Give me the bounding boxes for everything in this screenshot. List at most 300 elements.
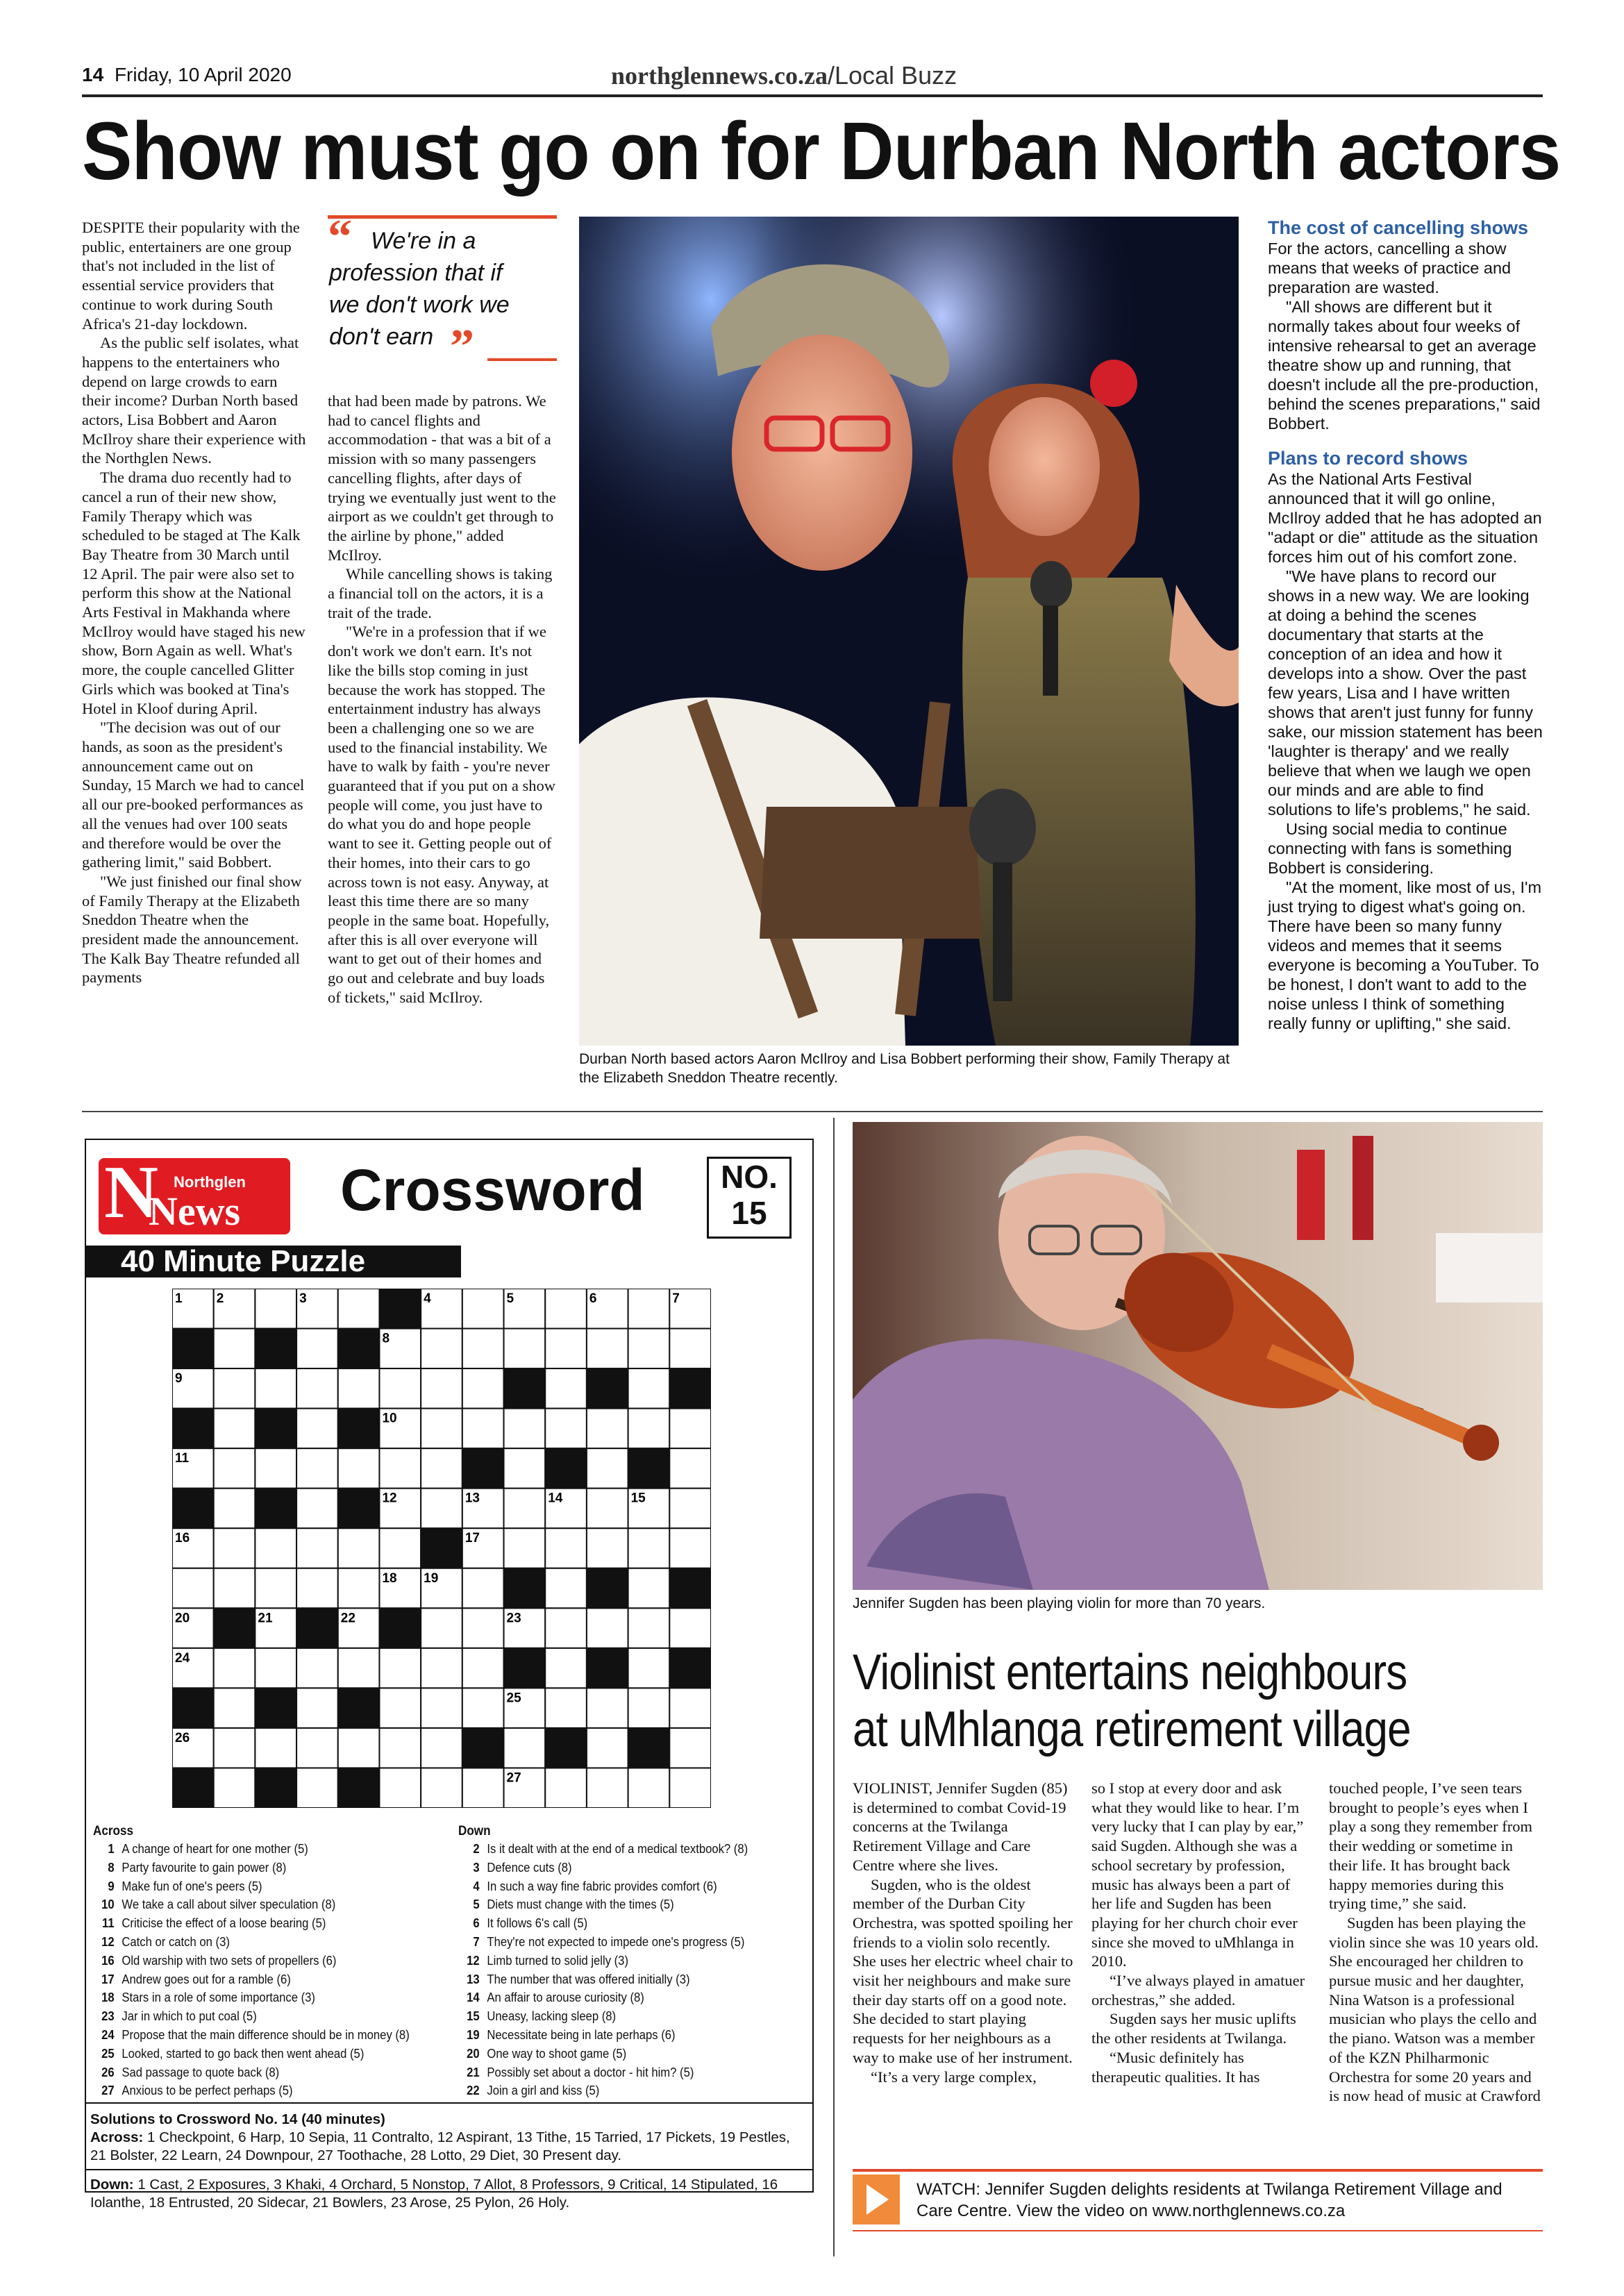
grid-cell[interactable]: [421, 1489, 462, 1529]
grid-block: [628, 1728, 670, 1768]
grid-block: [172, 1489, 214, 1529]
grid-cell-number: 24: [175, 1650, 190, 1666]
down-clue-number: 2: [473, 1841, 480, 1856]
across-clue-number: 26: [101, 2064, 115, 2079]
grid-cell[interactable]: [628, 1768, 670, 1808]
grid-cell[interactable]: [255, 1528, 296, 1568]
down-clue: [458, 1840, 796, 1859]
down-clue: [458, 1970, 796, 1989]
across-clue-text: Propose that the main difference should be in money (8): [122, 2027, 410, 2042]
grid-block: [587, 1368, 628, 1409]
pull-quote-text: We're in a profession that if we don't work we don't earn: [329, 228, 510, 350]
article1-para: DESPITE their popularity with the public, entertainers are one group that's not included in the list of essential service providers that continue to work during South Africa's 21-day lockdown.: [82, 219, 300, 333]
across-clue: [93, 1952, 443, 1970]
down-clue-number: 6: [473, 1916, 480, 1931]
grid-cell[interactable]: [421, 1368, 462, 1409]
open-quote-icon: “: [328, 210, 352, 264]
grid-cell[interactable]: [545, 1329, 587, 1369]
logo-small-text: Northglen: [174, 1173, 246, 1191]
grid-cell[interactable]: [545, 1368, 587, 1409]
header-rule: [82, 94, 1543, 97]
grid-cell[interactable]: [296, 1409, 338, 1449]
down-clue: [458, 1914, 796, 1933]
grid-cell[interactable]: [462, 1768, 504, 1808]
article2-para: Sugden, who is the oldest member of the Durban City Orchestra, was spotted spoiling her friends to a violin solo recently. She uses her electric wheel chair to visit her neighbours and make sure their day starts off on a good note. She decided to start playing requests for her neighbours as a way to make use of her instrument.: [853, 1875, 1073, 2066]
pull-quote-top-rule: [328, 215, 557, 219]
grid-cell[interactable]: [214, 1409, 256, 1449]
page-number: 14: [82, 64, 104, 85]
down-clue-number: 14: [467, 1990, 480, 2005]
pull-quote: [328, 210, 557, 375]
grid-cell[interactable]: [628, 1608, 670, 1648]
close-quote-icon: ”: [450, 320, 474, 374]
down-clue-text: An affair to arouse curiosity (8): [487, 1990, 644, 2005]
grid-cell-number: 10: [382, 1411, 397, 1426]
grid-cell[interactable]: [296, 1768, 338, 1808]
site-name[interactable]: northglennews.co.za: [611, 62, 828, 90]
grid-cell[interactable]: [669, 1768, 711, 1808]
grid-cell[interactable]: [338, 1289, 380, 1329]
down-clue: [458, 1859, 796, 1877]
across-clue-text: Make fun of one's peers (5): [122, 1878, 262, 1893]
across-clue-text: Old warship with two sets of propellers (6): [122, 1952, 337, 1968]
grid-block: [545, 1448, 587, 1489]
grid-block: [255, 1768, 296, 1808]
grid-cell[interactable]: [255, 1448, 296, 1489]
grid-cell[interactable]: [628, 1648, 670, 1689]
grid-cell[interactable]: [421, 1608, 462, 1648]
down-list: [458, 1840, 796, 2100]
across-clue: [93, 1988, 443, 2007]
violinist-photo-caption: Jennifer Sugden has been playing violin for more than 70 years.: [853, 1595, 1266, 1611]
grid-cell[interactable]: [296, 1489, 338, 1529]
grid-block: [172, 1409, 214, 1449]
grid-cell[interactable]: [628, 1688, 670, 1728]
grid-cell[interactable]: [462, 1409, 504, 1449]
down-clue-number: 4: [473, 1878, 480, 1893]
column-divider: [833, 1118, 835, 2256]
grid-cell[interactable]: [379, 1768, 421, 1808]
across-clue: [93, 2026, 443, 2045]
grid-cell[interactable]: [214, 1368, 256, 1409]
down-clue-number: 21: [467, 2064, 480, 2079]
watch-video-link[interactable]: WATCH: Jennifer Sugden delights residents at Twilanga Retirement Village and Care Centre. View the video on www.northglennews.co.za: [916, 2180, 1502, 2220]
grid-cell[interactable]: [379, 1728, 421, 1768]
play-triangle-icon: [853, 2175, 900, 2224]
article1-para: "We just finished our final show of Family Therapy at the Elizabeth Sneddon Theatre when the president made the announcement. The Kalk Bay Theatre refunded all payments: [82, 872, 302, 987]
grid-block: [338, 1329, 380, 1369]
grid-cell[interactable]: [421, 1448, 462, 1489]
grid-cell[interactable]: [462, 1568, 504, 1609]
down-clue-number: 3: [473, 1859, 480, 1875]
grid-cell[interactable]: [214, 1568, 256, 1609]
grid-cell[interactable]: [628, 1289, 670, 1329]
grid-cell[interactable]: [379, 1648, 421, 1689]
northglen-news-logo: [99, 1151, 290, 1234]
article2-para: VIOLINIST, Jennifer Sugden (85) is determined to combat Covid-19 concerns at the Twilanga Retirement Village and Care Centre where she lives.: [853, 1779, 1068, 1874]
grid-cell[interactable]: [214, 1728, 256, 1768]
across-clue-text: A change of heart for one mother (5): [122, 1841, 308, 1856]
across-clue: [93, 1970, 443, 1989]
section-name: /Local Buzz: [827, 61, 957, 90]
grid-block: [504, 1568, 546, 1609]
crossword-number: 15: [731, 1195, 767, 1231]
grid-cell-number: 12: [382, 1491, 397, 1506]
across-clue-text: Andrew goes out for a ramble (6): [122, 1971, 291, 1986]
across-clue-text: Anxious to be perfect perhaps (5): [122, 2083, 293, 2098]
grid-cell[interactable]: [296, 1329, 338, 1369]
grid-cell[interactable]: [628, 1568, 670, 1609]
play-icon[interactable]: [853, 2175, 900, 2224]
logo-n-glyph: N: [104, 1151, 158, 1234]
article2-para: touched people, I’ve seen tears brought to people’s eyes when I play a song they remember from their wedding or sometime in their life. It has brought back happy memories during this trying time,” she said.: [1329, 1779, 1533, 1913]
grid-cell[interactable]: [545, 1528, 587, 1568]
down-clue-text: It follows 6's call (5): [487, 1916, 588, 1931]
grid-cell[interactable]: [669, 1489, 711, 1529]
grid-cell[interactable]: [296, 1688, 338, 1728]
sidebar-para: As the National Arts Festival announced that it will go online, McIlroy added that he has adopted an "adapt or die" attitude as the situation forces him out of his comfort zone.: [1268, 470, 1542, 566]
logo-big-text: News: [149, 1189, 241, 1234]
grid-cell-number: 25: [506, 1691, 521, 1706]
grid-cell[interactable]: [504, 1728, 546, 1768]
grid-cell-number: 13: [464, 1491, 480, 1506]
watch-bottom-rule: [853, 2230, 1543, 2231]
grid-cell[interactable]: [421, 1648, 462, 1689]
solutions-down: [90, 2176, 805, 2212]
grid-cell[interactable]: [545, 1409, 587, 1449]
grid-block: [669, 1648, 711, 1689]
grid-cell[interactable]: [379, 1688, 421, 1728]
grid-cell[interactable]: [421, 1329, 462, 1369]
article1-para: As the public self isolates, what happens to the entertainers who depend on large crowds to earn their income? Durban North based actors, Lisa Bobbert and Aaron McIlroy share their experience with the Northglen News.: [82, 334, 306, 467]
solutions-down-text: 1 Cast, 2 Exposures, 3 Khaki, 4 Orchard, 5 Nonstop, 7 Allot, 8 Professors, 9 Critical, 14 Stipulated, 16 Iolanthe, 18 Entrusted, 20 Sidecar, 21 Bowlers, 23 Arose, 25 Pylon, 26 Holy.: [90, 2177, 778, 2211]
grid-cell-number: 26: [175, 1730, 190, 1745]
grid-cell[interactable]: [587, 1688, 628, 1728]
page-header-left: [82, 64, 292, 86]
across-clue-number: 9: [108, 1878, 115, 1893]
grid-block: [255, 1409, 296, 1449]
grid-cell-number: 11: [175, 1451, 190, 1466]
grid-cell[interactable]: [587, 1409, 628, 1449]
across-clue-number: 10: [101, 1897, 115, 1912]
grid-cell[interactable]: [462, 1648, 504, 1689]
grid-block: [255, 1489, 296, 1529]
grid-cell-number: 5: [506, 1291, 514, 1306]
crossword-grid[interactable]: [172, 1289, 711, 1808]
grid-cell[interactable]: [296, 1728, 338, 1768]
grid-block: [462, 1728, 504, 1768]
grid-cell[interactable]: [587, 1489, 628, 1529]
grid-cell[interactable]: [296, 1648, 338, 1689]
across-clue-text: Party favourite to gain power (8): [122, 1859, 287, 1875]
down-clue-number: 12: [467, 1952, 480, 1968]
grid-cell[interactable]: [587, 1728, 628, 1768]
across-list: [93, 1840, 443, 2100]
grid-cell[interactable]: [545, 1568, 587, 1609]
grid-block: [669, 1568, 711, 1609]
grid-cell[interactable]: [587, 1768, 628, 1808]
grid-cell[interactable]: [462, 1289, 504, 1329]
down-clue-number: 22: [467, 2083, 480, 2098]
grid-cell[interactable]: [462, 1368, 504, 1409]
down-clue: [458, 2063, 796, 2082]
sidebar-para: Using social media to continue connecting with fans is something Bobbert is considering.: [1268, 820, 1512, 877]
grid-cell[interactable]: [545, 1768, 587, 1808]
grid-cell[interactable]: [669, 1688, 711, 1728]
down-clue-text: One way to shoot game (5): [487, 2045, 627, 2061]
page-header-site: [611, 61, 957, 90]
grid-cell[interactable]: [587, 1608, 628, 1648]
grid-block: [545, 1728, 587, 1768]
across-clue: [93, 1877, 443, 1896]
across-clue-number: 16: [101, 1952, 115, 1968]
grid-cell[interactable]: [296, 1448, 338, 1489]
pull-quote-bottom-rule: [487, 358, 557, 361]
grid-block: [296, 1608, 338, 1648]
grid-cell[interactable]: [462, 1329, 504, 1369]
grid-cell[interactable]: [296, 1368, 338, 1409]
article2-column-2: [1091, 1779, 1312, 2086]
across-clue: [93, 1859, 443, 1877]
grid-block: [587, 1648, 628, 1689]
grid-block: [255, 1688, 296, 1728]
down-clue: [458, 1877, 796, 1896]
down-clue-number: 5: [473, 1897, 480, 1912]
across-clue: [93, 1840, 443, 1859]
grid-cell[interactable]: [214, 1528, 256, 1568]
grid-cell[interactable]: [504, 1528, 546, 1568]
grid-cell[interactable]: [338, 1568, 380, 1609]
grid-block: [504, 1368, 546, 1409]
grid-cell[interactable]: [504, 1329, 546, 1369]
across-clue-number: 17: [101, 1971, 115, 1986]
down-clue-text: In such a way fine fabric provides comfort (6): [487, 1878, 717, 1893]
across-clue-number: 18: [101, 1990, 115, 2005]
grid-cell-number: 4: [424, 1291, 431, 1306]
grid-block: [214, 1608, 256, 1648]
grid-cell[interactable]: [545, 1688, 587, 1728]
grid-cell[interactable]: [628, 1409, 670, 1449]
grid-block: [338, 1409, 380, 1449]
grid-cell-number: 8: [382, 1331, 390, 1346]
solutions-title: Solutions to Crossword No. 14 (40 minutes): [90, 2111, 385, 2127]
grid-cell-number: 2: [216, 1291, 224, 1306]
grid-block: [587, 1568, 628, 1609]
solutions-divider: [86, 2169, 812, 2170]
grid-cell[interactable]: [587, 1329, 628, 1369]
crossword-solutions-down: [90, 2176, 805, 2212]
article1-para: "The decision was out of our hands, as soon as the president's announcement came out on Sunday, 15 March we had to cancel all our pre-booked performances as all the venues had over 100 seats and therefore would be over the gathering limit," said Bobbert.: [82, 719, 305, 871]
violinist-photo: [853, 1122, 1543, 1590]
article1-para: The drama duo recently had to cancel a run of their new show, Family Therapy which was scheduled to be staged at The Kalk Bay Theatre from 30 March until 12 April. The pair were also set to perform this show at the National Arts Festival in Makhanda where McIlroy would have staged his new show, Born Again as well. What's more, the couple cancelled Glitter Girls which was booked at Tina's Hotel in Kloof during April.: [82, 469, 305, 717]
violinist-photo-image: [853, 1122, 1543, 1590]
sidebar-para: "All shows are different but it normally takes about four weeks of intensive rehearsal to get an average theatre show up and running, that doesn't include all the pre-production, behind the scenes preparations," said Bobbert.: [1268, 298, 1541, 433]
grid-cell[interactable]: [669, 1728, 711, 1768]
grid-cell[interactable]: [462, 1688, 504, 1728]
grid-block: [669, 1368, 711, 1409]
grid-cell[interactable]: [214, 1648, 256, 1689]
article2-column-3: [1329, 1779, 1544, 2106]
grid-cell[interactable]: [214, 1489, 256, 1529]
grid-block: [462, 1448, 504, 1489]
across-clue-number: 25: [101, 2045, 115, 2061]
grid-cell[interactable]: [545, 1648, 587, 1689]
grid-cell-number: 19: [424, 1570, 439, 1586]
grid-cell-number: 20: [175, 1611, 190, 1626]
grid-cell-number: 6: [589, 1291, 597, 1306]
grid-cell[interactable]: [296, 1528, 338, 1568]
grid-cell[interactable]: [504, 1489, 546, 1529]
grid-cell[interactable]: [421, 1728, 462, 1768]
grid-cell[interactable]: [214, 1448, 256, 1489]
across-clue-text: Looked, started to go back then went ahead (5): [122, 2045, 365, 2061]
theatre-photo-caption: Durban North based actors Aaron McIlroy and Lisa Bobbert performing their show, Family Therapy at the Elizabeth Sneddon Theatre recently.: [579, 1051, 1230, 1086]
article1-column-1: [82, 218, 307, 987]
grid-cell[interactable]: [421, 1768, 462, 1808]
grid-cell[interactable]: [504, 1409, 546, 1449]
grid-block: [338, 1688, 380, 1728]
grid-cell[interactable]: [214, 1768, 256, 1808]
down-clue-number: 19: [467, 2027, 480, 2042]
grid-block: [379, 1608, 421, 1648]
across-clue-number: 8: [108, 1859, 115, 1875]
down-clue-number: 7: [473, 1934, 480, 1949]
down-clue-text: Possibly set about a doctor - hit him? (5): [487, 2064, 694, 2079]
grid-cell[interactable]: [338, 1368, 380, 1409]
section-divider: [82, 1111, 1543, 1112]
grid-cell[interactable]: [338, 1648, 380, 1689]
grid-block: [421, 1528, 462, 1568]
across-clues: [93, 1823, 443, 2100]
solutions-across-label: Across:: [90, 2129, 144, 2145]
grid-cell[interactable]: [255, 1289, 296, 1329]
grid-cell-number: 27: [506, 1770, 521, 1786]
grid-block: [338, 1768, 380, 1808]
article1-para: that had been made by patrons. We had to cancel flights and accommodation - that was a bit of a mission with so many passengers cancelling flights, after days of trying we eventually just went to the airport as we couldn't get through to the airline by phone," added McIlroy.: [328, 392, 556, 564]
grid-cell[interactable]: [545, 1289, 587, 1329]
across-clue-number: 1: [108, 1841, 115, 1856]
down-clue: [458, 1933, 796, 1952]
theatre-photo: [579, 217, 1239, 1046]
grid-cell[interactable]: [669, 1329, 711, 1369]
grid-cell[interactable]: [669, 1448, 711, 1489]
grid-cell-number: 21: [258, 1611, 273, 1626]
grid-cell[interactable]: [628, 1329, 670, 1369]
crossword-title: Crossword: [340, 1157, 645, 1223]
grid-cell[interactable]: [669, 1608, 711, 1648]
across-clue: [93, 1895, 443, 1914]
solutions-down-label: Down:: [90, 2177, 134, 2193]
grid-cell[interactable]: [462, 1608, 504, 1648]
across-heading: Across: [93, 1824, 133, 1838]
grid-cell[interactable]: [545, 1608, 587, 1648]
down-clue-text: Diets must change with the times (5): [487, 1897, 674, 1912]
grid-cell[interactable]: [379, 1368, 421, 1409]
main-headline: Show must go on for Durban North actors: [82, 106, 1561, 197]
down-clue-text: Is it dealt with at the end of a medical textbook? (8): [487, 1841, 748, 1856]
down-clue-text: They're not expected to impede one's progress (5): [487, 1934, 745, 1949]
across-clue-text: We take a call about silver speculation (8): [122, 1897, 336, 1912]
sidebar-para: "At the moment, like most of us, I'm just trying to digest what's going on. There have been so many funny videos and memes that it seems everyone is becoming a YouTuber. To be honest, I don't want to add to the noise unless I think of something really funny or uplifting," she said.: [1268, 878, 1542, 1032]
article2-para: “It’s a very large complex,: [871, 2068, 1037, 2086]
grid-cell[interactable]: [504, 1448, 546, 1489]
down-clue-text: Join a girl and kiss (5): [487, 2083, 600, 2098]
grid-cell[interactable]: [338, 1448, 380, 1489]
across-clue-number: 12: [101, 1934, 115, 1949]
grid-cell[interactable]: [379, 1448, 421, 1489]
grid-cell[interactable]: [214, 1329, 256, 1369]
across-clue: [93, 1933, 443, 1952]
down-clue: [458, 1952, 796, 1970]
grid-block: [255, 1329, 296, 1369]
sidebar-heading-plans: Plans to record shows: [1268, 448, 1468, 469]
across-clue: [93, 2045, 443, 2063]
grid-cell-number: 22: [340, 1611, 355, 1626]
grid-cell[interactable]: [421, 1409, 462, 1449]
sidebar-para: "We have plans to record our shows in a new way. We are looking at doing a behind the scenes documentary that starts at the conception of an idea and how it develops into a show. Over the past few years, Lisa and I have written shows that aren't just funny for funny sake, our mission statement has been 'laughter is therapy' and we really believe that when we laugh we open our minds and are able to find solutions to life's problems," he said.: [1268, 567, 1543, 819]
crossword-number-label: NO.: [721, 1159, 778, 1195]
grid-cell[interactable]: [296, 1568, 338, 1609]
across-clue-text: Jar in which to put coal (5): [122, 2009, 257, 2024]
grid-cell[interactable]: [587, 1448, 628, 1489]
down-clue: [458, 2081, 796, 2100]
article2-para: so I stop at every door and ask what they would like to hear. I’m very lucky that I can play by ear,” said Sugden. Although she was a school secretary by profession, music has always been a part of her life and Sugden has been playing for her church choir ever since she moved to uMhlanga in 2010.: [1091, 1779, 1304, 1970]
solutions-across: [90, 2129, 805, 2165]
grid-cell[interactable]: [379, 1528, 421, 1568]
grid-cell[interactable]: [255, 1368, 296, 1409]
grid-block: [504, 1648, 546, 1689]
grid-cell[interactable]: [255, 1728, 296, 1768]
across-clue-number: 27: [101, 2083, 115, 2098]
grid-cell[interactable]: [587, 1528, 628, 1568]
across-clue-text: Criticise the effect of a loose bearing (5): [122, 1916, 326, 1931]
article2-para: Sugden has been playing the violin since she was 10 years old. She encouraged her children to pursue music and her daughter, Nina Watson is a professional musician who plays the cello and the piano. Watson was a member of the KZN Philharmonic Orchestra for some 20 years and is now head of music at Crawford: [1329, 1913, 1541, 2105]
article2-column-1: [853, 1779, 1073, 2086]
grid-cell[interactable]: [255, 1568, 296, 1609]
grid-block: [379, 1289, 421, 1329]
article2-para: Sugden says her music uplifts the other residents at Twilanga.: [1091, 2010, 1296, 2047]
grid-cell[interactable]: [628, 1368, 670, 1409]
down-clue: [458, 2026, 796, 2045]
grid-cell[interactable]: [421, 1688, 462, 1728]
grid-block: [172, 1768, 214, 1808]
grid-cell[interactable]: [669, 1528, 711, 1568]
down-clue: [458, 2007, 796, 2026]
grid-cell-number: 23: [506, 1611, 521, 1626]
down-clue-text: Necessitate being in late perhaps (6): [487, 2027, 676, 2042]
down-heading: Down: [458, 1824, 491, 1838]
theatre-photo-image: [579, 217, 1239, 1046]
across-clue: [93, 2063, 443, 2082]
across-clue-text: Catch or catch on (3): [122, 1934, 230, 1949]
grid-cell[interactable]: [669, 1409, 711, 1449]
down-clue: [458, 1895, 796, 1914]
grid-cell[interactable]: [338, 1728, 380, 1768]
across-clue-number: 23: [101, 2009, 115, 2024]
grid-cell[interactable]: [214, 1688, 256, 1728]
grid-cell-number: 1: [175, 1291, 183, 1306]
watch-top-rule: [853, 2169, 1543, 2172]
grid-cell[interactable]: [172, 1568, 214, 1609]
article1-column-2: [328, 392, 557, 1007]
grid-cell[interactable]: [338, 1528, 380, 1568]
down-clue: [458, 2045, 796, 2063]
grid-cell[interactable]: [255, 1648, 296, 1689]
sidebar-heading-cost: The cost of cancelling shows: [1268, 217, 1529, 238]
grid-cell[interactable]: [628, 1528, 670, 1568]
article2-para: “I’ve always played in amatuer orchestras,” she added.: [1091, 1972, 1305, 2009]
solutions-rule: [86, 2102, 812, 2104]
